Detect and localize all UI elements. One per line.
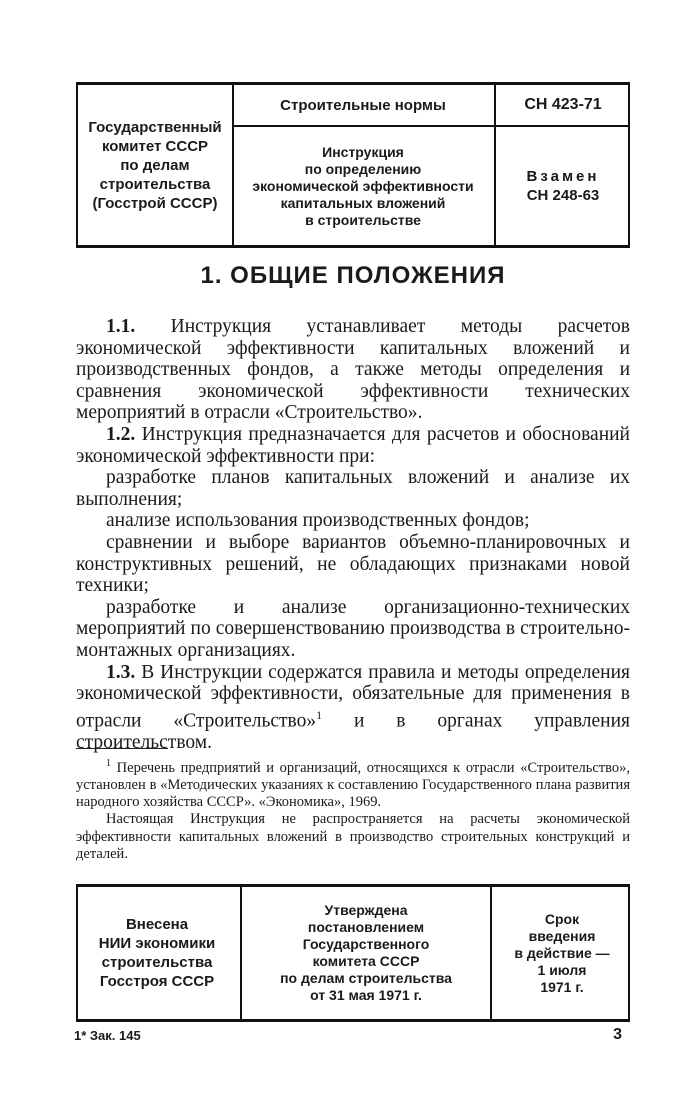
- footnotes: [76, 755, 630, 863]
- paragraph-1-2: 1.2. Инструкция предназначается для расчетов и обоснований экономической эффективности при:: [76, 423, 630, 467]
- footnote-divider: [76, 748, 168, 749]
- section-heading: 1. ОБЩИЕ ПОЛОЖЕНИЯ: [200, 262, 506, 289]
- document-title: Инструкция по определению экономической эффективности капитальных вложений в строительстве: [252, 143, 474, 228]
- effective-date: Срок введения в действие — 1 июля 1971 г.: [514, 910, 610, 995]
- list-item: разработке и анализе организационно-технических мероприятий по совершенствованию производства в строительно-монтажных организациях.: [76, 596, 630, 661]
- replaces-code: СН 248-63: [526, 187, 600, 204]
- replaces-label: Взамен: [526, 168, 600, 185]
- note: Настоящая Инструкция не распространяется на расчеты экономической эффективности капитальных вложений в производство строительных конструкций и деталей.: [76, 811, 630, 862]
- footer-table: [76, 884, 630, 1022]
- list-item: разработке планов капитальных вложений и анализе их выполнения;: [76, 467, 630, 510]
- norms-label: Строительные нормы: [280, 96, 446, 114]
- introduced-by: Внесена НИИ экономики строительства Госстроя СССР: [98, 916, 216, 990]
- list-item: сравнении и выборе вариантов объемно-планировочных и конструктивных решений, не обладающих признаками новой техники;: [76, 531, 630, 597]
- footnote-ref: 1: [316, 707, 323, 722]
- footnote: $^1$ Перечень предприятий и организаций, относящихся к отрасли «Строительство», установлен в «Методических указаниях к составлению Государственного плана развития народного хозяйства СССР». «Экономика», 1969.: [76, 758, 630, 811]
- print-order-number: 1* Зак. 145: [74, 1028, 141, 1043]
- document-code: СН 423-71: [524, 96, 602, 113]
- issuing-organization: Государственный комитет СССР по делам строительства (Госстрой СССР): [88, 118, 222, 212]
- body-text: [76, 316, 630, 753]
- approved-by: Утверждена постановлением Государственного комитета СССР по делам строительства от 31 мая 1971 г.: [280, 902, 452, 1003]
- paragraph-1-3: 1.3. В Инструкции содержатся правила и методы определения экономической эффективности, обязательные для применения в отрасли «Строительство»$^1$ и в органах управления строительством.: [76, 661, 631, 753]
- header-table: [76, 82, 630, 248]
- replaces-block: [496, 127, 630, 245]
- page-number: 3: [613, 1026, 622, 1043]
- list-item: анализе использования производственных фондов;: [106, 510, 530, 532]
- paragraph-1-1: 1.1. Инструкция устанавливает методы расчетов экономической эффективности капитальных вложений и производственных фондов, а также методы определения и сравнения экономической эффективности технических мероприятий в отрасли «Строительство».: [76, 316, 630, 424]
